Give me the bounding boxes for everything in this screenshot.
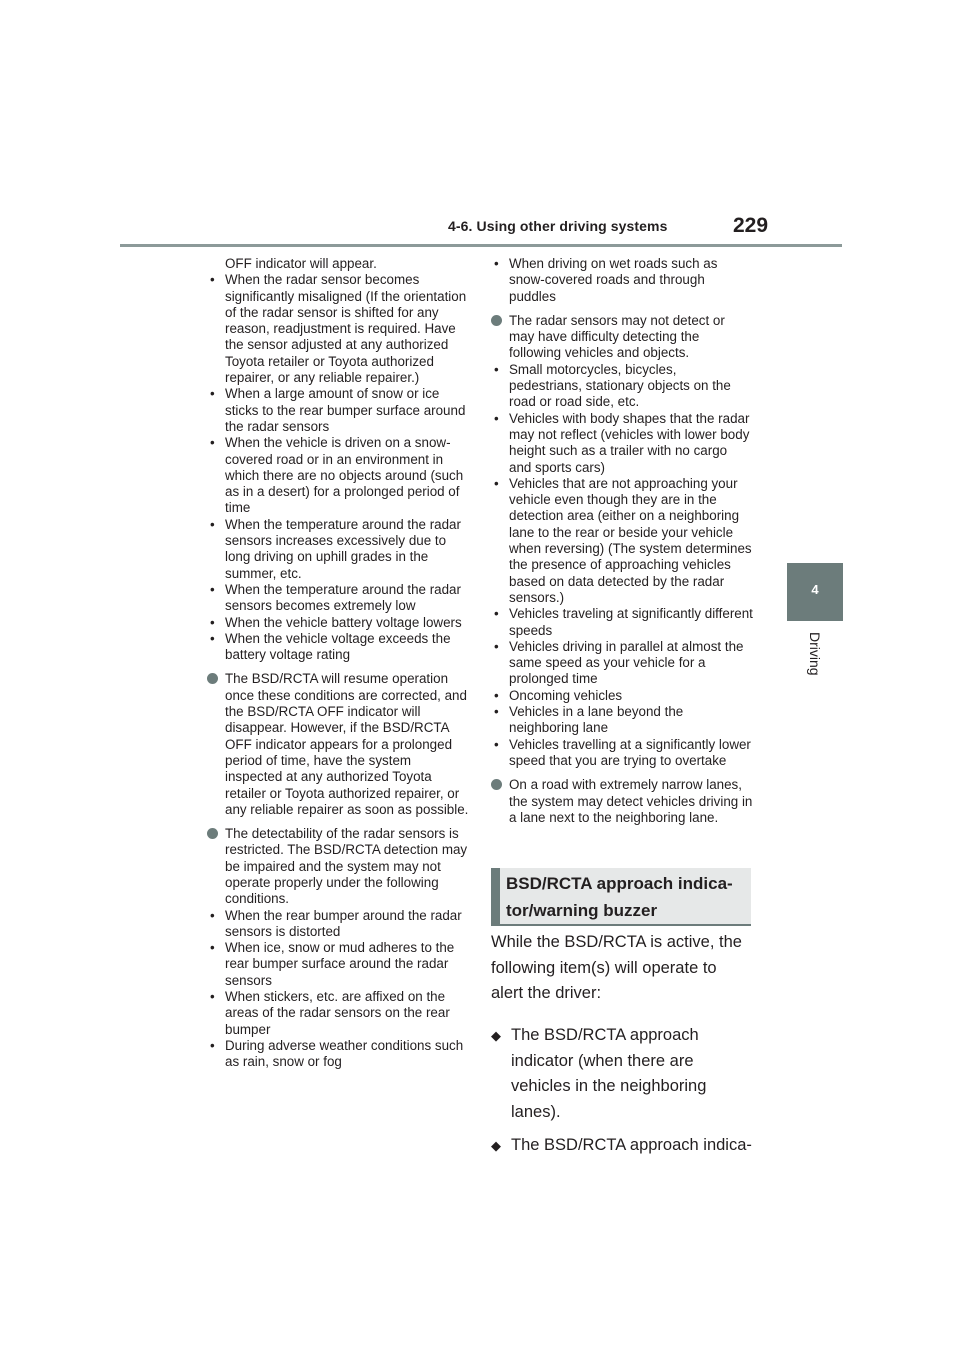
list-item: ◆ The BSD/RCTA approach indica-	[491, 1133, 753, 1159]
list-item: • When the temperature around the radar sensors increases excessively due to long driving on uphill grades in the summer, etc.	[207, 517, 469, 582]
section-intro: While the BSD/RCTA is active, the following item(s) will operate to alert the driver:	[491, 933, 742, 1002]
bullet-dot-icon	[491, 779, 502, 790]
list-item: • When the vehicle voltage exceeds the battery voltage rating	[207, 631, 469, 664]
list-item: • When the temperature around the radar sensors becomes extremely low	[207, 582, 469, 615]
list-item: ◆ The BSD/RCTA approach indicator (when there are vehicles in the neighboring lanes).	[491, 1023, 753, 1125]
list-item: • Vehicles that are not approaching your vehicle even though they are in the detection area (either on a neighboring lane to the rear or beside your vehicle when reversing) (The system determines the presence of approaching vehicles based on data detected by the radar sensors.)	[491, 476, 753, 606]
chapter-tab	[787, 563, 843, 621]
list-item: • During adverse weather conditions such as rain, snow or fog	[207, 1038, 469, 1071]
list-item: • Vehicles driving in parallel at almost the same speed as your vehicle for a prolonged time	[491, 639, 753, 688]
paragraph-text: On a road with extremely narrow lanes, the system may detect vehicles driving in a lane next to the neighboring lane.	[509, 777, 753, 825]
detectability-list	[207, 908, 469, 1071]
narrow-lane-paragraph	[491, 777, 753, 826]
list-item: • When ice, snow or mud adheres to the rear bumper surface around the radar sensors	[207, 940, 469, 989]
continued-text: OFF indicator will appear.	[225, 256, 377, 271]
section-heading	[500, 868, 751, 924]
list-item: • When the rear bumper around the radar sensors is distorted	[207, 908, 469, 941]
not-detect-paragraph	[491, 313, 753, 362]
chapter-number: 4	[811, 582, 819, 597]
condition-list	[207, 272, 469, 663]
paragraph-text: The BSD/RCTA will resume operation once these conditions are corrected, and the BSD/RCTA OFF indicator will disappear. However, if the BSD/RCTA OFF indicator appears for a prolonged period of time, have the system inspected at any authorized Toyota retailer or Toyota authorized repairer, or any reliable repairer as soon as possible.	[225, 671, 469, 817]
list-item: • Oncoming vehicles	[491, 688, 753, 704]
right-column	[491, 256, 753, 826]
list-item: • When the vehicle battery voltage lowers	[207, 615, 469, 631]
alert-item-list	[491, 1023, 753, 1167]
section-header-title: 4-6. Using other driving systems	[448, 218, 668, 234]
continued-condition-list	[491, 256, 753, 305]
list-item: • Vehicles in a lane beyond the neighboring lane	[491, 704, 753, 737]
section-heading-box	[491, 868, 751, 926]
list-item: • When stickers, etc. are affixed on the areas of the radar sensors on the rear bumper	[207, 989, 469, 1038]
list-item: • When the vehicle is driven on a snow-covered road or in an environment in which there are no objects around (such as in a desert) for a prolonged period of time	[207, 435, 469, 516]
bullet-dot-icon	[491, 315, 502, 326]
paragraph-text: The detectability of the radar sensors is restricted. The BSD/RCTA detection may be impaired and the system may not operate properly under the following conditions.	[225, 826, 468, 907]
paragraph-text: The radar sensors may not detect or may have difficulty detecting the following vehicles and objects.	[509, 312, 725, 361]
list-item: • When a large amount of snow or ice sticks to the rear bumper surface around the radar sensors	[207, 386, 469, 435]
left-column	[207, 256, 469, 1071]
list-item: • When driving on wet roads such as snow-covered roads and through puddles	[491, 256, 753, 305]
section-heading-line: BSD/RCTA approach indica-	[506, 874, 733, 893]
section-heading-line: tor/warning buzzer	[506, 901, 658, 920]
list-item: • Vehicles traveling at significantly different speeds	[491, 606, 753, 639]
page-number: 229	[733, 214, 769, 237]
list-item: • Vehicles with body shapes that the radar may not reflect (vehicles with lower body height such as a trailer with no cargo and sports cars)	[491, 411, 753, 476]
resume-paragraph	[207, 671, 469, 818]
bullet-dot-icon	[207, 673, 218, 684]
not-detect-list	[491, 362, 753, 769]
list-item: • When the radar sensor becomes significantly misaligned (If the orientation of the radar sensor is shifted for any reason, readjustment is required. Have the sensor adjusted at any authorized Toyota retailer or Toyota authorized repairer, or any reliable repairer.)	[207, 272, 469, 386]
chapter-label: Driving	[807, 632, 823, 676]
detectability-paragraph	[207, 826, 469, 907]
list-item: • Vehicles travelling at a significantly lower speed that you are trying to overtake	[491, 737, 753, 770]
header-divider	[120, 244, 842, 247]
bullet-dot-icon	[207, 828, 218, 839]
list-item: • Small motorcycles, bicycles, pedestrians, stationary objects on the road or road side, etc.	[491, 362, 753, 411]
